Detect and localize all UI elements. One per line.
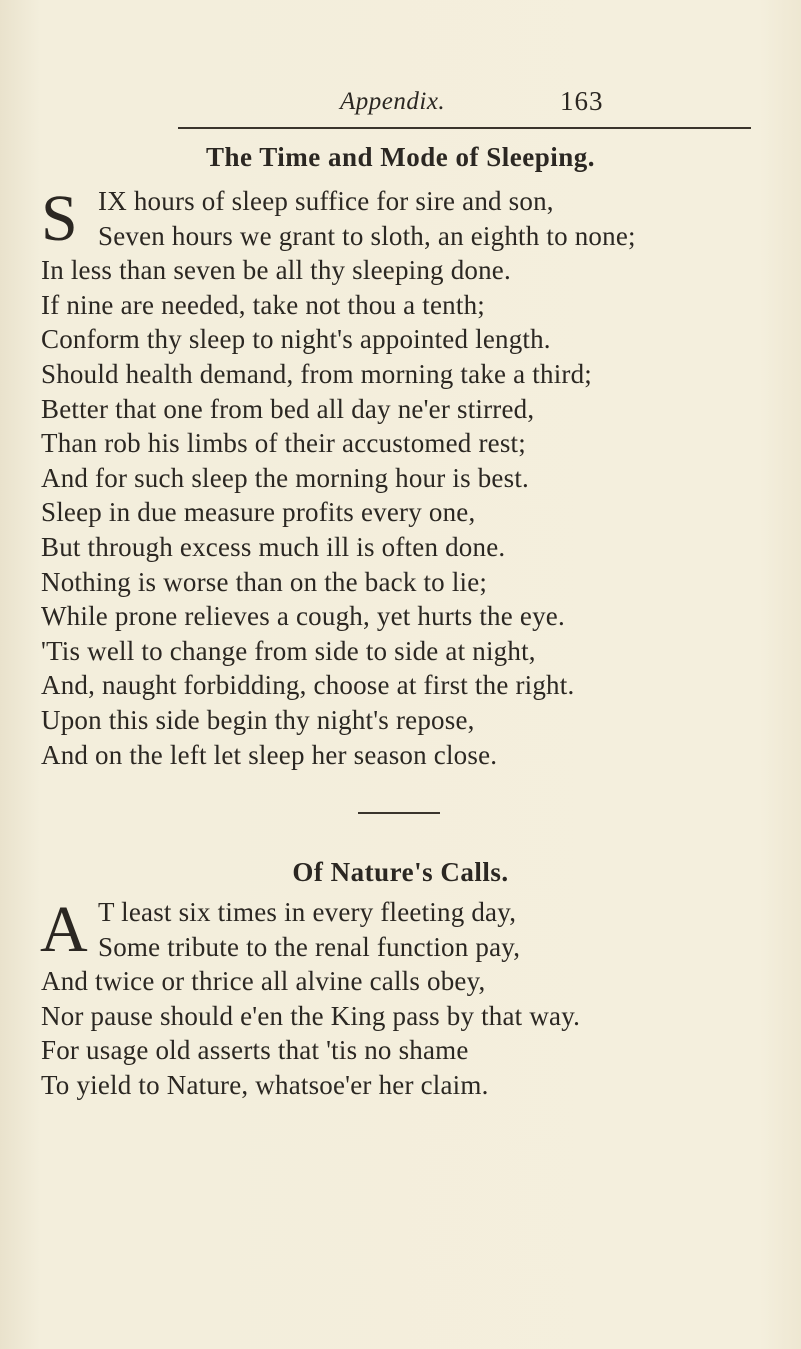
poem-line: And for such sleep the morning hour is best. [41, 462, 529, 493]
poem-line: And, naught forbidding, choose at first the right. [41, 670, 575, 701]
poem-line: Nothing is worse than on the back to lie; [41, 566, 488, 597]
poem-line: Upon this side begin thy night's repose, [41, 704, 475, 735]
running-head: Appendix. [340, 88, 446, 115]
poem-line: Sleep in due measure profits every one, [41, 497, 476, 528]
poem-line: For usage old asserts that 'tis no shame [41, 1035, 469, 1066]
poem-line: IX hours of sleep suffice for sire and son, [98, 186, 554, 216]
poem-line: In less than seven be all thy sleeping done. [41, 255, 511, 286]
poem-body-natures-calls [41, 895, 781, 1103]
poem-line: And on the left let sleep her season close. [41, 739, 498, 770]
poem-line: Some tribute to the renal function pay, [98, 931, 521, 962]
poem-line: T least six times in every fleeting day, [98, 897, 517, 927]
drop-cap-s: S [41, 182, 78, 255]
poem-title-sleeping: The Time and Mode of Sleeping. [205, 142, 596, 172]
poem-line: To yield to Nature, whatsoe'er her claim. [41, 1069, 489, 1100]
poem-line: Should health demand, from morning take a third; [41, 358, 592, 389]
poem-line: If nine are needed, take not thou a tenth; [41, 289, 485, 320]
poem-line: Conform thy sleep to night's appointed length. [41, 324, 551, 355]
poem-line: 'Tis well to change from side to side at night, [41, 635, 536, 666]
poem-line: Than rob his limbs of their accustomed rest; [41, 428, 526, 459]
header-rule [178, 127, 751, 129]
section-divider [358, 812, 440, 814]
page-number: 163 [560, 86, 604, 116]
poem-line: But through excess much ill is often done. [41, 531, 506, 562]
poem-line: Seven hours we grant to sloth, an eighth to none; [98, 220, 636, 251]
poem-line: And twice or thrice all alvine calls obey, [41, 966, 486, 997]
poem-line: While prone relieves a cough, yet hurts the eye. [41, 601, 565, 632]
poem-title-natures-calls: Of Nature's Calls. [292, 857, 509, 887]
drop-cap-a: A [40, 893, 88, 966]
poem-line: Better that one from bed all day ne'er stirred, [41, 393, 535, 424]
poem-line: Nor pause should e'en the King pass by that way. [41, 1000, 581, 1031]
poem-body-sleeping [41, 184, 781, 772]
